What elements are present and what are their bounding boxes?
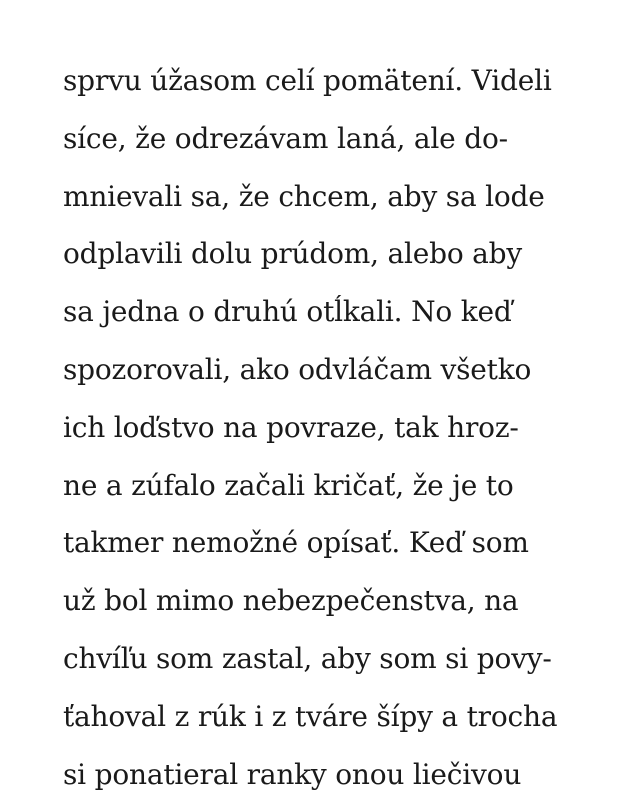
text-line-1: sprvu úžasom celí pomätení. Videli: [63, 64, 552, 97]
text-line-11: chvíľu som zastal, aby som si povy-: [63, 641, 552, 675]
text-line-3: mnievali sa, že chcem, aby sa lode: [63, 179, 545, 213]
body-text: [63, 52, 583, 803]
text-line-9: takmer nemožné opísať. Keď som: [63, 526, 529, 560]
text-line-5: sa jedna o druhú otĺkali. No keď: [63, 295, 512, 329]
text-line-10: už bol mimo nebezpečenstva, na: [63, 584, 519, 618]
text-line-6: spozorovali, ako odvláčam všetko: [63, 352, 532, 386]
text-line-4: odplavili dolu prúdom, alebo aby: [63, 237, 523, 271]
text-line-8: ne a zúfalo začali kričať, že je to: [63, 468, 514, 502]
text-line-12: ťahoval z rúk i z tváre šípy a trocha: [63, 699, 558, 733]
text-line-13: si ponatieral ranky onou liečivou: [63, 757, 522, 791]
text-line-2: síce, že odrezávam laná, ale do-: [63, 121, 508, 155]
text-line-7: ich loďstvo na povraze, tak hroz-: [63, 410, 519, 444]
